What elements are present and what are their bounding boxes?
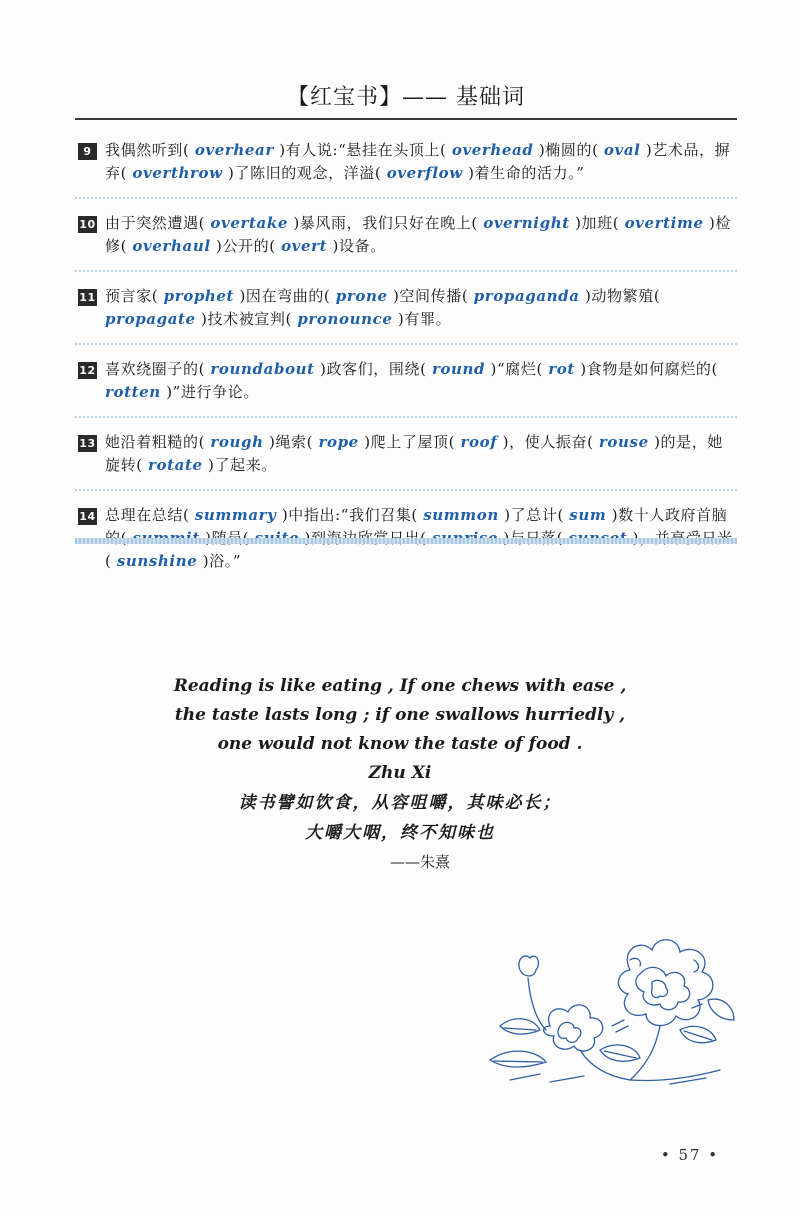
item-separator [75,343,737,345]
chinese-text: )的是，她旋转( [105,433,723,474]
chinese-text: )空间传播( [387,287,474,305]
chinese-text: )因在弯曲的( [234,287,336,305]
quote-line-2: the taste lasts long ; if one swallows hurriedly , [174,705,626,725]
english-word: rotate [148,456,203,474]
item-separator [75,270,737,272]
vocabulary-item [75,134,737,197]
english-word: sunshine [116,552,198,570]
chinese-text: )政客们，围绕( [314,360,432,378]
english-word: pronounce [297,310,393,328]
chinese-text: 预言家( [105,287,164,305]
item-number-badge: 12 [79,364,96,377]
english-word: overtake [210,214,288,232]
english-word: rotten [105,383,161,401]
chinese-text: )“腐烂( [485,360,549,378]
chinese-text: )”进行争论。 [160,383,259,401]
chinese-text: )了总计( [498,506,570,524]
chinese-text: )，使人振奋( [497,433,599,451]
english-word: rough [210,433,264,451]
quote-cn-line-1: 读书譬如饮食，从容咀嚼，其味必长； [238,793,562,813]
chinese-text: 由于突然遭遇( [105,214,211,232]
section-end-band [75,538,737,544]
quote-cn-line-2: 大嚼大咽，终不知味也 [305,823,495,843]
quote-line-3: one would not know the taste of food . [217,734,583,754]
chinese-text: )有人说:“悬挂在头顶上( [273,141,452,159]
english-word: oval [603,141,641,159]
vocabulary-item [75,207,737,270]
chinese-text: )暴风雨，我们只好在晚上( [287,214,484,232]
english-word: overflow [386,164,463,182]
item-separator [75,416,737,418]
chinese-text: 总理在总结( [105,506,195,524]
chinese-text: )加班( [569,214,625,232]
english-word: summon [423,506,499,524]
english-word: sum [569,506,607,524]
english-word: propagate [105,310,196,328]
english-word: roundabout [210,360,315,378]
chinese-text: )浴。” [197,552,242,570]
chinese-text: )数十人政府首脑 [611,506,728,524]
english-word: overhear [194,141,274,159]
item-number-badge: 9 [78,143,97,160]
chinese-text: )艺术品，摒弃( [105,141,731,182]
english-word: overtime [624,214,704,232]
vocabulary-item [75,426,737,489]
english-word: prone [335,287,388,305]
english-word: propaganda [473,287,580,305]
chinese-text: )公开的( [210,237,282,255]
item-number-badge: 10 [79,218,96,231]
chinese-text: )绳索( [263,433,319,451]
english-word: overhaul [132,237,211,255]
quote-author-en: Zhu Xi [368,763,432,783]
english-word: roof [460,433,498,451]
peony-flower-icon [480,930,740,1090]
english-word: rot [548,360,575,378]
chinese-text: )椭圆的( [533,141,604,159]
quote-author-cn: ——朱熹 [389,853,450,871]
item-number-badge: 11 [79,291,96,304]
english-word: overhead [451,141,534,159]
quote-block [120,672,680,877]
english-word: overt [281,237,328,255]
vocabulary-item [75,353,737,416]
chinese-text: ( [105,552,112,570]
english-word: rope [318,433,359,451]
chinese-text: )检修( [105,214,732,255]
english-word: rouse [598,433,649,451]
chinese-text: )设备。 [327,237,386,255]
vocabulary-items [75,134,737,585]
english-word: summary [194,506,277,524]
chinese-text: )有罪。 [392,310,452,328]
item-number-badge: 14 [79,510,96,523]
item-separator [75,489,737,491]
chinese-text: )爬上了屋顶( [358,433,461,451]
item-separator [75,197,737,199]
english-word: prophet [163,287,235,305]
page-number: • 57 • [660,1146,720,1164]
header-rule [75,118,737,120]
chinese-text: 我偶然听到( [105,141,195,159]
english-word: overnight [483,214,570,232]
quote-line-1: Reading is like eating , If one chews with ease , [173,676,627,696]
chinese-text: )了起来。 [202,456,277,474]
page-header-title: 【红宝书】—— 基础词 [287,85,525,110]
item-number-badge: 13 [79,437,96,450]
chinese-text: )着生命的活力。” [462,164,585,182]
chinese-text: )动物繁殖( [579,287,661,305]
chinese-text: )了陈旧的观念，洋溢( [222,164,387,182]
chinese-text: )食物是如何腐烂的( [574,360,718,378]
chinese-text: )中指出:“我们召集( [276,506,424,524]
english-word: overthrow [132,164,223,182]
vocabulary-item [75,280,737,343]
chinese-text: )技术被宣判( [195,310,298,328]
english-word: round [431,360,486,378]
chinese-text: 喜欢绕圈子的( [105,360,211,378]
chinese-text: 她沿着粗糙的( [105,433,211,451]
